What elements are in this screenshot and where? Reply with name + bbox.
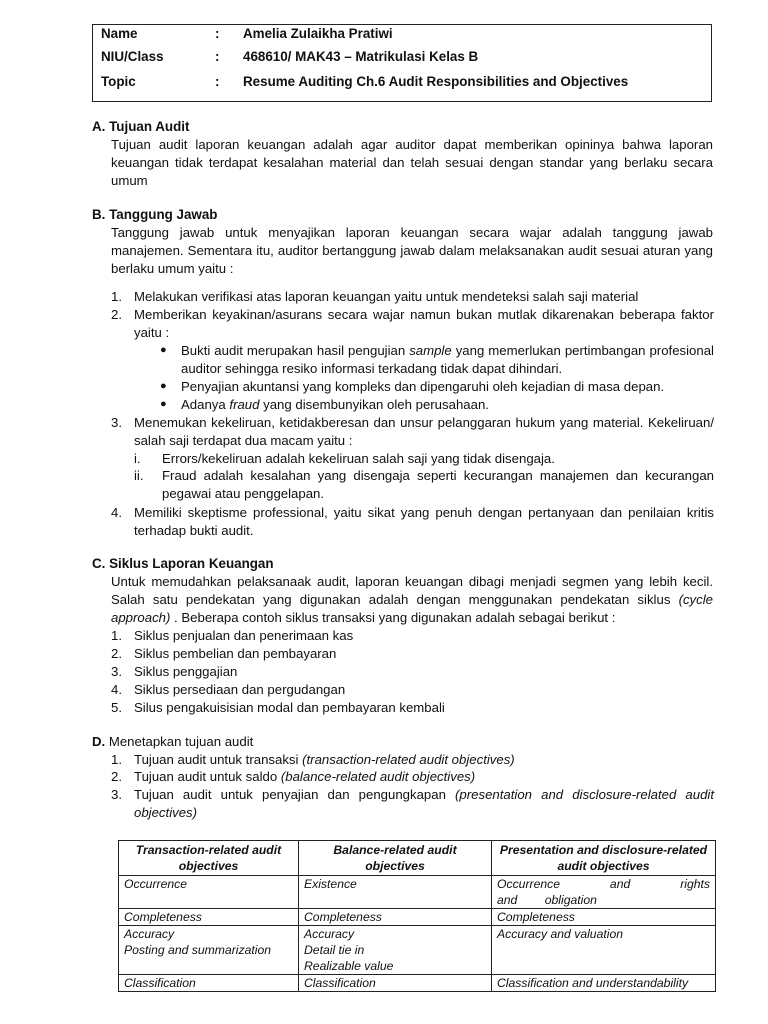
section-a-title: A. Tujuan Audit	[92, 119, 190, 134]
section-b-text: Tanggung jawab untuk menyajikan laporan keuangan secara wajar adalah tanggung jawab manajemen. Sementara itu, auditor bertanggung jawab dalam melaksanakan audit sesuai aturan yang berlaku umum yaitu :	[111, 225, 713, 276]
colon: :	[215, 49, 220, 64]
table-row	[119, 909, 716, 926]
list-number: 3.	[111, 787, 122, 802]
table-cell: Completeness	[119, 909, 299, 926]
list-number: 2.	[111, 646, 122, 661]
header-row-topic	[93, 74, 711, 94]
table-row	[119, 975, 716, 992]
list-number: 3.	[111, 415, 122, 430]
niu-value: 468610/ MAK43 – Matrikulasi Kelas B	[243, 49, 479, 64]
objective-item: Tujuan audit untuk penyajian dan pengungkapan (presentation and disclosure-related audit objectives)	[134, 787, 714, 820]
header-box	[92, 24, 712, 102]
table-cell: Existence	[299, 876, 492, 909]
objective-item: Tujuan audit untuk transaksi (transaction-related audit objectives)	[134, 752, 515, 767]
topic-value: Resume Auditing Ch.6 Audit Responsibilities and Objectives	[243, 74, 629, 89]
cycle-item: Siklus penjualan dan penerimaan kas	[134, 628, 354, 643]
table-cell: Classification and understandability	[492, 975, 716, 992]
bullet-item: Bukti audit merupakan hasil pengujian sample yang memerlukan pertimbangan profesional auditor sehingga resiko informasi terkadang tidak dapat dihindari.	[181, 343, 714, 376]
roman-item: Fraud adalah kesalahan yang disengaja seperti kecurangan manajemen dan kecurangan pegawai atau penggelapan.	[162, 468, 714, 501]
bullet-item: Penyajian akuntansi yang kompleks dan dipengaruhi oleh kejadian di masa depan.	[181, 379, 665, 394]
section-c-text: Untuk memudahkan pelaksanaak audit, laporan keuangan dibagi menjadi segmen yang lebih kecil. Salah satu pendekatan yang digunakan adalah dengan menggunakan pendekatan siklus (cycle approach) . Beberapa contoh siklus transaksi yang digunakan adalah sebagai berikut :	[111, 574, 713, 625]
list-number: 5.	[111, 700, 122, 715]
topic-label: Topic	[101, 74, 136, 89]
bullet-item: Adanya fraud yang disembunyikan oleh perusahaan.	[181, 397, 489, 412]
list-number: 1.	[111, 752, 122, 767]
table-header-cell: Balance-related audit objectives	[299, 841, 492, 876]
table-cell: Accuracy Detail tie in Realizable value	[299, 926, 492, 975]
bullet-icon: ●	[160, 398, 167, 410]
objective-item: Tujuan audit untuk saldo (balance-related audit objectives)	[134, 769, 476, 784]
list-number: 1.	[111, 628, 122, 643]
section-c-title: C. Siklus Laporan Keuangan	[92, 556, 274, 571]
cycle-item: Siklus persediaan dan pergudangan	[134, 682, 346, 697]
cycle-item: Silus pengakuisisian modal dan pembayaran kembali	[134, 700, 445, 715]
table-cell: Classification	[119, 975, 299, 992]
colon: :	[215, 74, 220, 89]
bullet-icon: ●	[160, 344, 167, 356]
table-row	[119, 876, 716, 909]
table-header-cell: Transaction-related audit objectives	[119, 841, 299, 876]
list-number: 1.	[111, 289, 122, 304]
niu-label: NIU/Class	[101, 49, 164, 64]
table-cell: Completeness	[492, 909, 716, 926]
section-b-title: B. Tanggung Jawab	[92, 207, 218, 222]
colon: :	[215, 26, 220, 41]
objectives-table	[118, 840, 716, 992]
list-item: Menemukan kekeliruan, ketidakberesan dan unsur pelanggaran hukum yang material. Kekeliruan/ salah saji terdapat dua macam yaitu :	[134, 415, 714, 448]
table-row	[119, 926, 716, 975]
roman-number: ii.	[134, 468, 144, 483]
table-header-cell: Presentation and disclosure-related audit objectives	[492, 841, 716, 876]
list-number: 2.	[111, 769, 122, 784]
name-value: Amelia Zulaikha Pratiwi	[243, 26, 393, 41]
list-item: Memberikan keyakinan/asurans secara wajar namun bukan mutlak dikarenakan beberapa faktor yaitu :	[134, 307, 714, 340]
roman-number: i.	[134, 451, 141, 466]
list-number: 3.	[111, 664, 122, 679]
bullet-icon: ●	[160, 380, 167, 392]
list-item: Memiliki skeptisme professional, yaitu sikat yang penuh dengan pertanyaan dan penilaian kritis terhadap bukti audit.	[134, 505, 714, 538]
name-label: Name	[101, 26, 138, 41]
table-cell: Accuracy and valuation	[492, 926, 716, 975]
table-header-row	[119, 841, 716, 876]
list-number: 4.	[111, 682, 122, 697]
table-cell: Classification	[299, 975, 492, 992]
header-row-niu	[93, 49, 711, 69]
list-item: Melakukan verifikasi atas laporan keuangan yaitu untuk mendeteksi salah saji material	[134, 289, 639, 304]
list-number: 2.	[111, 307, 122, 322]
roman-item: Errors/kekeliruan adalah kekeliruan salah saji yang tidak disengaja.	[162, 451, 555, 466]
list-number: 4.	[111, 505, 122, 520]
table-cell: Completeness	[299, 909, 492, 926]
section-a-text: Tujuan audit laporan keuangan adalah agar auditor dapat memberikan opininya bahwa laporan keuangan tidak terdapat kesalahan material dan telah sesuai dengan standar yang berlaku secara umum	[111, 137, 713, 188]
cycle-item: Siklus pembelian dan pembayaran	[134, 646, 337, 661]
cycle-item: Siklus penggajian	[134, 664, 238, 679]
table-cell: Occurrence and rights and obligation	[492, 876, 716, 909]
table-cell: Occurrence	[119, 876, 299, 909]
table-cell: Accuracy Posting and summarization	[119, 926, 299, 975]
section-d-title: D. Menetapkan tujuan audit	[92, 734, 254, 749]
header-row-name	[93, 26, 711, 46]
